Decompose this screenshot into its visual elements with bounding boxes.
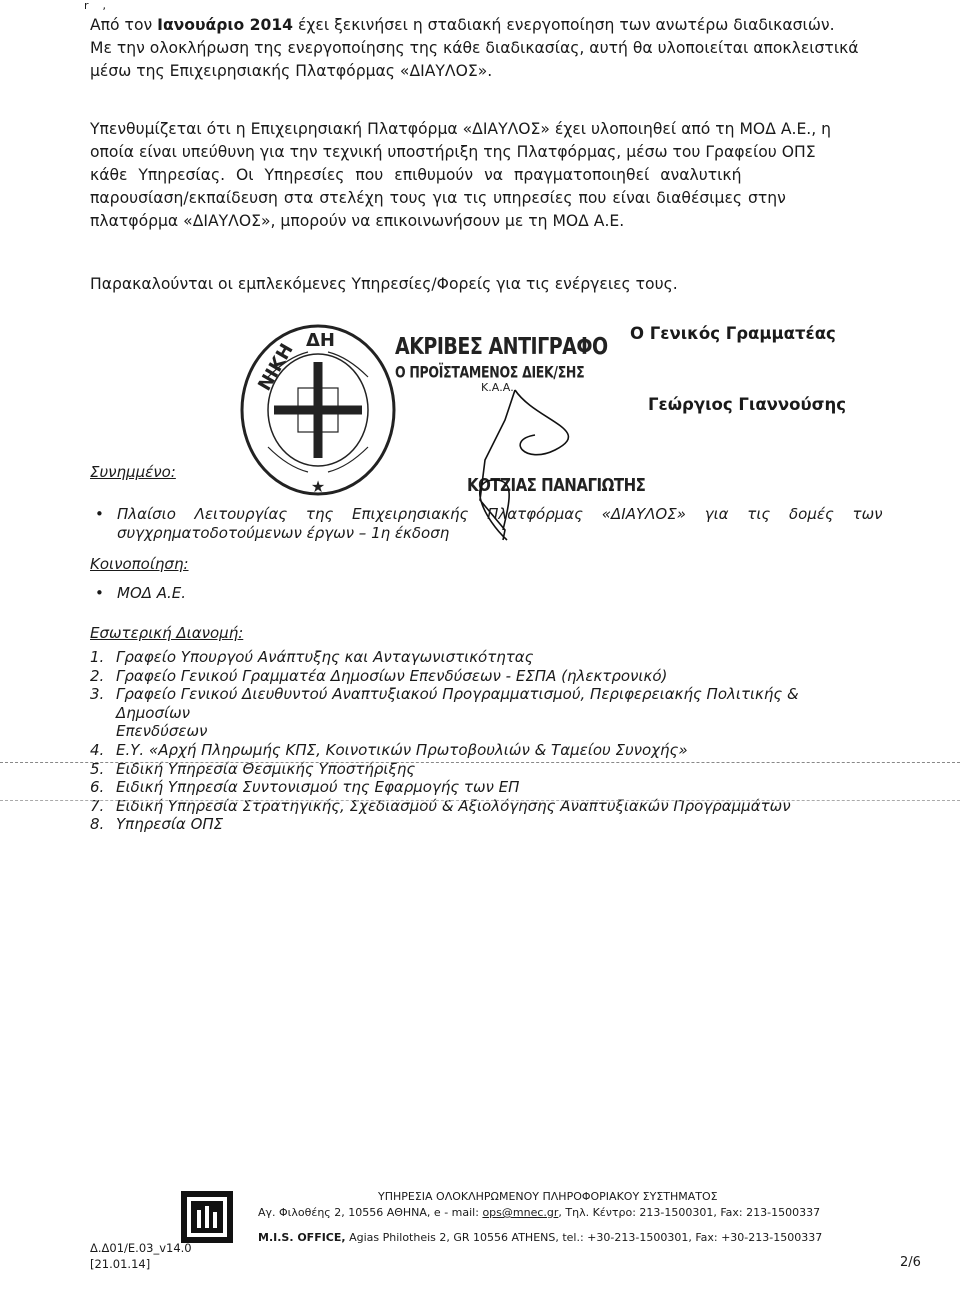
intro-line-3: μέσω της Επιχειρησιακής Πλατφόρμας «ΔΙΑΥΛΟΣ». (90, 62, 493, 80)
attachment-item-line-2: συγχρηματοδοτούμενων έργων – 1η έκδοση (117, 524, 450, 542)
stamp-line-1: ΑΚΡΙΒΕΣ ΑΝΤΙΓΡΑΦΟ (395, 333, 608, 361)
signatory-name: Γεώργιος Γιαννούσης (648, 395, 846, 414)
notification-item-text: • ΜΟΔ Α.Ε. (117, 584, 186, 602)
footer-doc-code: Δ.Δ01/Ε.03_v14.0 (90, 1241, 192, 1255)
reminder-line-4: παρουσίαση/εκπαίδευση στα στελέχη τους για τις υπηρεσίες που είναι διαθέσιμες στην (90, 189, 786, 207)
request-line: Παρακαλούνται οι εμπλεκόμενες Υπηρεσίες/Φορείς για τις ενέργειες τους. (90, 275, 678, 293)
svg-text:ΔΗ: ΔΗ (306, 330, 335, 351)
footer-address-gr: Αγ. Φιλοθέης 2, 10556 ΑΘΗΝΑ, e - mail: ops@mnec.gr, Τηλ. Κέντρο: 213-1500301, Fax: 213-1500337 (258, 1206, 821, 1219)
stamp-line-2: Ο ΠΡΟΪΣΤΑΜΕΝΟΣ ΔΙΕΚ/ΣΗΣ (395, 361, 585, 382)
distribution-item: Επενδύσεων (116, 722, 208, 741)
footer-address-en: M.I.S. OFFICE, Agias Philotheis 2, GR 10556 ATHENS, tel.: +30-213-1500301, Fax: +30-213-1500337 (258, 1231, 823, 1244)
attachment-item (117, 505, 883, 543)
distribution-list (90, 648, 870, 834)
svg-text:ΝΙΚΗ: ΝΙΚΗ (254, 340, 298, 395)
intro-date: Ιανουάριο 2014 (157, 16, 294, 34)
intro-line-1: Από τον Ιανουάριο 2014 έχει ξεκινήσει η σταδιακή ενεργοποίηση των ανωτέρω διαδικασιών. (90, 16, 835, 34)
footer-org-name: ΥΠΗΡΕΣΙΑ ΟΛΟΚΛΗΡΩΜΕΝΟΥ ΠΛΗΡΟΦΟΡΙΑΚΟΥ ΣΥΣΤΗΜΑΤΟΣ (378, 1190, 718, 1203)
stamp-line-3: Κ.Α.Α. (481, 381, 514, 394)
scan-artifact-line (0, 762, 960, 763)
svg-text:★: ★ (310, 477, 326, 496)
distribution-item: 5. Ειδική Υπηρεσία Θεσμικής Υποστήριξης (90, 759, 416, 778)
stamp-line-4: ΚΟΤΖΙΑΣ ΠΑΝΑΓΙΩΤΗΣ (467, 474, 646, 496)
footer-doc-date: [21.01.14] (90, 1257, 151, 1271)
intro-line-2: Με την ολοκλήρωση της ενεργοποίησης της κάθε διαδικασίας, αυτή θα υλοποιείται αποκλειστικά (90, 39, 859, 57)
attachment-heading: Συνημμένο: (90, 463, 176, 481)
notification-heading: Κοινοποίηση: (90, 555, 189, 573)
distribution-item: 6. Ειδική Υπηρεσία Συντονισμού της Εφαρμογής των ΕΠ (90, 778, 520, 797)
mis-office-logo (180, 1190, 234, 1244)
attachment-item-line-1: • Πλαίσιο Λειτουργίας της Επιχειρησιακής Πλατφόρμας «ΔΙΑΥΛΟΣ» για τις δομές των (117, 505, 870, 524)
scan-artifact-line (0, 800, 960, 801)
distribution-item: 3. Γραφείο Γενικού Διευθυντού Αναπτυξιακού Προγραμματισμού, Περιφερειακής Πολιτικής & Δημοσίων (90, 685, 799, 722)
reminder-line-2: οποία είναι υπεύθυνη για την τεχνική υποστήριξη της Πλατφόρμας, μέσω του Γραφείου ΟΠΣ (90, 143, 816, 161)
distribution-item: 4. Ε.Υ. «Αρχή Πληρωμής ΚΠΣ, Κοινοτικών Πρωτοβουλιών & Ταμείου Συνοχής» (90, 740, 688, 759)
signatory-title: Ο Γενικός Γραμματέας (630, 324, 836, 343)
distribution-item: 8. Υπηρεσία ΟΠΣ (90, 815, 224, 834)
reminder-paragraph (90, 118, 870, 233)
reminder-line-3: κάθε Υπηρεσίας. Οι Υπηρεσίες που επιθυμούν να πραγματοποιηθεί αναλυτική (90, 166, 742, 184)
corner-marks: r , (84, 0, 107, 12)
page-number: 2/6 (900, 1255, 921, 1270)
distribution-heading: Εσωτερική Διανομή: (90, 624, 244, 642)
reminder-line-5: πλατφόρμα «ΔΙΑΥΛΟΣ», μπορούν να επικοινωνήσουν με τη ΜΟΔ Α.Ε. (90, 212, 625, 230)
intro-paragraph (90, 14, 870, 83)
distribution-item: 2. Γραφείο Γενικού Γραμματέα Δημοσίων Επενδύσεων - ΕΣΠΑ (ηλεκτρονικό) (90, 666, 668, 685)
official-seal (238, 322, 398, 502)
distribution-item: 1. Γραφείο Υπουργού Ανάπτυξης και Ανταγωνιστικότητας (90, 648, 534, 666)
footer-email-link[interactable]: ops@mnec.gr (482, 1206, 559, 1219)
reminder-line-1: Υπενθυμίζεται ότι η Επιχειρησιακή Πλατφόρμα «ΔΙΑΥΛΟΣ» έχει υλοποιηθεί από τη ΜΟΔ Α.Ε., η (90, 120, 832, 138)
distribution-item: 7. Ειδική Υπηρεσία Στρατηγικής, Σχεδιασμού & Αξιολόγησης Αναπτυξιακών Προγραμμάτων (90, 796, 791, 815)
notification-item (117, 584, 186, 602)
